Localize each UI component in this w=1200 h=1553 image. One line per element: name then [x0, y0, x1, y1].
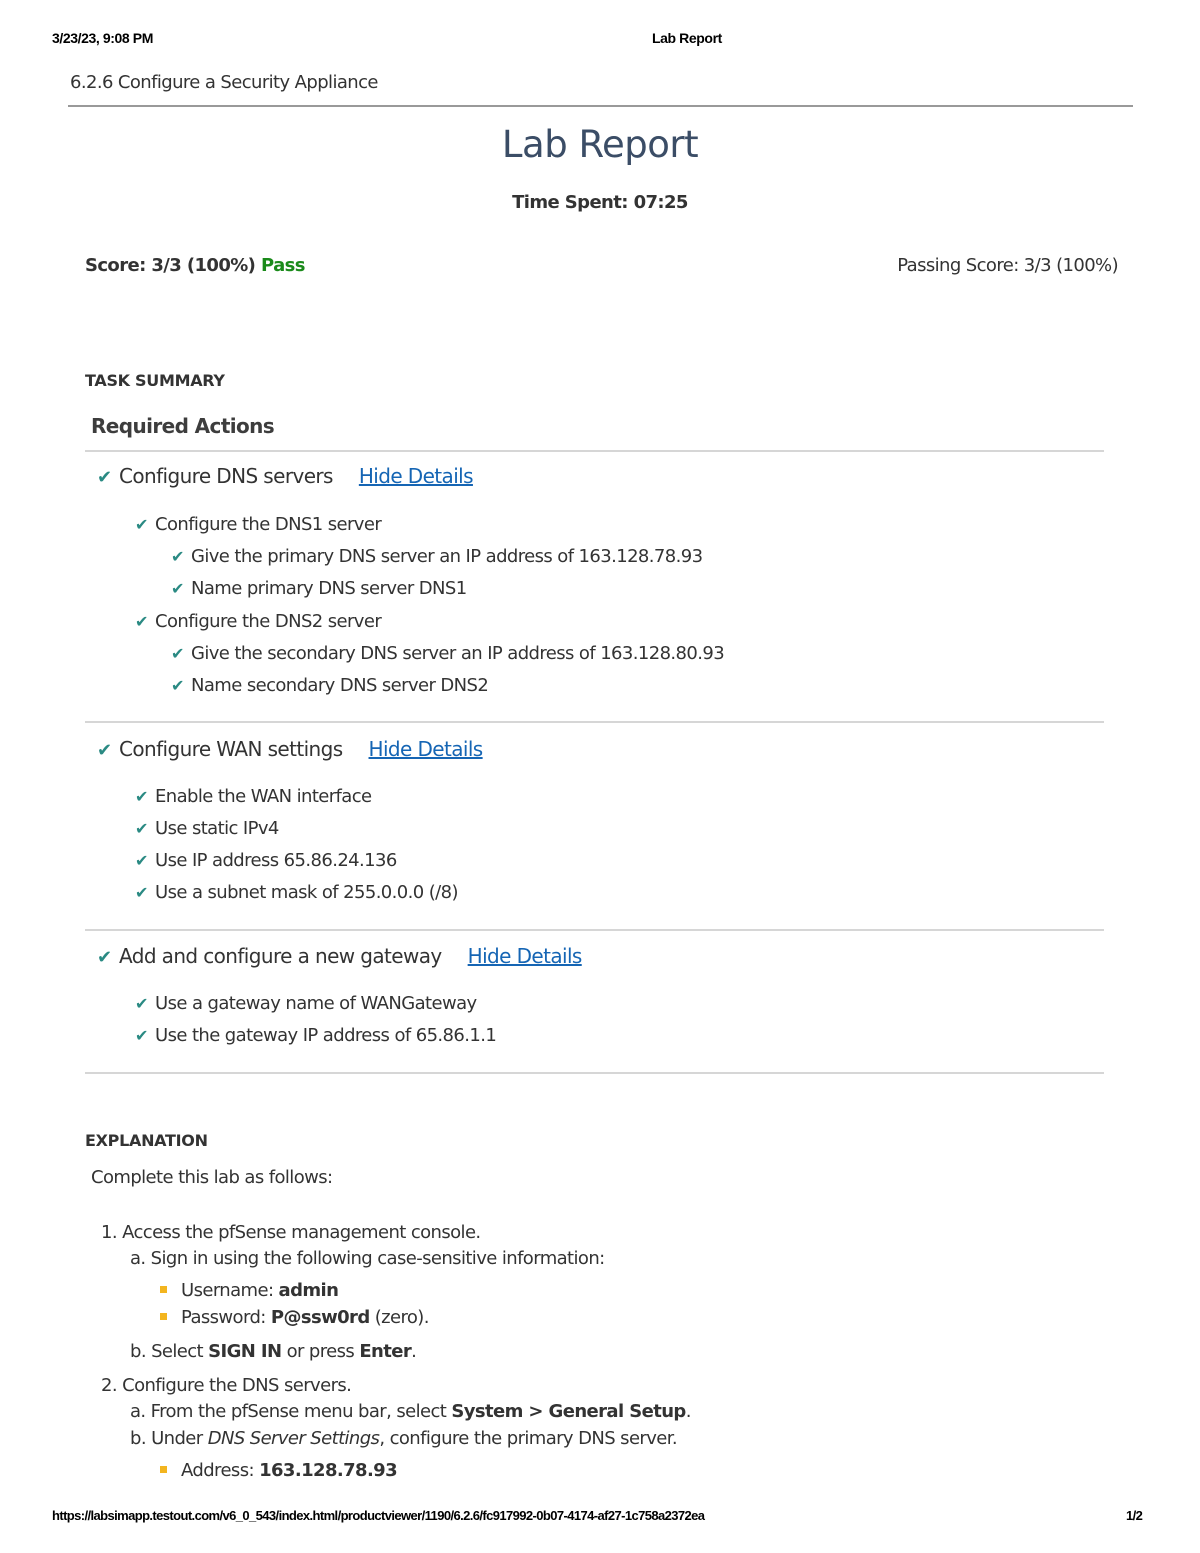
bullet-icon — [160, 1313, 167, 1320]
time-spent-value: 07:25 — [633, 192, 688, 213]
detail-item — [135, 818, 279, 839]
detail-label: Configure the DNS2 server — [155, 611, 382, 632]
detail-label: Use static IPv4 — [155, 818, 279, 839]
checkmark-icon: ✔ — [135, 851, 148, 870]
explanation-heading: EXPLANATION — [85, 1131, 208, 1150]
action-configure-dns — [97, 464, 473, 488]
explanation-intro: Complete this lab as follows: — [91, 1167, 333, 1188]
detail-label: Give the secondary DNS server an IP address of 163.128.80.93 — [191, 643, 725, 664]
detail-item — [135, 882, 458, 903]
detail-label: Use IP address 65.86.24.136 — [155, 850, 397, 871]
checkmark-icon: ✔ — [135, 612, 148, 631]
score-result: Pass — [260, 255, 305, 276]
detail-label: Name secondary DNS server DNS2 — [191, 675, 489, 696]
detail-label: Use a gateway name of WANGateway — [155, 993, 477, 1014]
print-url: https://labsimapp.testout.com/v6_0_543/index.html/productviewer/1190/6.2.6/fc917992-0b07-4174-af27-1c758a2372ea — [52, 1508, 705, 1523]
checkmark-icon: ✔ — [171, 547, 184, 566]
action-configure-wan — [97, 737, 483, 761]
print-date: 3/23/23, 9:08 PM — [52, 30, 153, 46]
hide-details-link[interactable]: Hide Details — [467, 944, 582, 968]
step-1: 1. Access the pfSense management console. — [101, 1222, 481, 1243]
checkmark-icon: ✔ — [171, 644, 184, 663]
score — [85, 255, 305, 276]
page-number: 1/2 — [1126, 1508, 1143, 1523]
hide-details-link[interactable]: Hide Details — [368, 737, 483, 761]
detail-item — [135, 786, 372, 807]
checkmark-icon: ✔ — [135, 994, 148, 1013]
step-1a: a. Sign in using the following case-sensitive information: — [130, 1248, 605, 1269]
detail-label: Configure the DNS1 server — [155, 514, 382, 535]
detail-label: Use the gateway IP address of 65.86.1.1 — [155, 1025, 497, 1046]
checkmark-icon: ✔ — [97, 467, 112, 488]
bullet-icon — [160, 1466, 167, 1473]
checkmark-icon: ✔ — [171, 579, 184, 598]
step-2: 2. Configure the DNS servers. — [101, 1375, 352, 1396]
detail-item — [135, 993, 477, 1014]
step-1a-password: Password: P@ssw0rd (zero). — [160, 1307, 429, 1328]
detail-item — [135, 850, 397, 871]
step-1b: b. Select SIGN IN or press Enter. — [130, 1341, 417, 1362]
required-actions-heading: Required Actions — [91, 414, 275, 438]
step-2b-address: Address: 163.128.78.93 — [160, 1460, 397, 1481]
detail-subitem — [171, 675, 488, 696]
checkmark-icon: ✔ — [97, 740, 112, 761]
task-summary-heading: TASK SUMMARY — [85, 371, 225, 390]
detail-subitem — [171, 578, 467, 599]
checkmark-icon: ✔ — [171, 676, 184, 695]
detail-item — [135, 514, 381, 535]
detail-label: Give the primary DNS server an IP address of 163.128.78.93 — [191, 546, 703, 567]
step-2a: a. From the pfSense menu bar, select System > General Setup. — [130, 1401, 691, 1422]
divider — [85, 1072, 1104, 1074]
detail-item — [135, 1025, 496, 1046]
detail-label: Use a subnet mask of 255.0.0.0 (/8) — [155, 882, 458, 903]
time-spent-label: Time Spent: — [512, 192, 628, 213]
step-2b: b. Under DNS Server Settings, configure the primary DNS server. — [130, 1428, 678, 1449]
checkmark-icon: ✔ — [97, 947, 112, 968]
detail-subitem — [171, 546, 702, 567]
hide-details-link[interactable]: Hide Details — [358, 464, 473, 488]
checkmark-icon: ✔ — [135, 1026, 148, 1045]
header-divider — [68, 105, 1133, 107]
report-title: Lab Report — [501, 123, 699, 166]
passing-score: Passing Score: 3/3 (100%) — [897, 255, 1118, 276]
checkmark-icon: ✔ — [135, 883, 148, 902]
bullet-icon — [160, 1286, 167, 1293]
action-label: Configure DNS servers — [119, 464, 333, 488]
print-title: Lab Report — [652, 30, 722, 46]
time-spent — [0, 192, 1200, 213]
checkmark-icon: ✔ — [135, 787, 148, 806]
action-label: Configure WAN settings — [119, 737, 343, 761]
action-label: Add and configure a new gateway — [119, 944, 442, 968]
divider — [85, 929, 1104, 931]
detail-label: Name primary DNS server DNS1 — [191, 578, 467, 599]
score-label: Score: 3/3 (100%) — [85, 255, 256, 276]
detail-item — [135, 611, 381, 632]
step-1a-username: Username: admin — [160, 1280, 338, 1301]
lab-name: 6.2.6 Configure a Security Appliance — [70, 72, 378, 93]
detail-subitem — [171, 643, 724, 664]
checkmark-icon: ✔ — [135, 515, 148, 534]
action-configure-gateway — [97, 944, 582, 968]
detail-label: Enable the WAN interface — [155, 786, 372, 807]
divider — [85, 721, 1104, 723]
checkmark-icon: ✔ — [135, 819, 148, 838]
divider — [85, 450, 1104, 452]
